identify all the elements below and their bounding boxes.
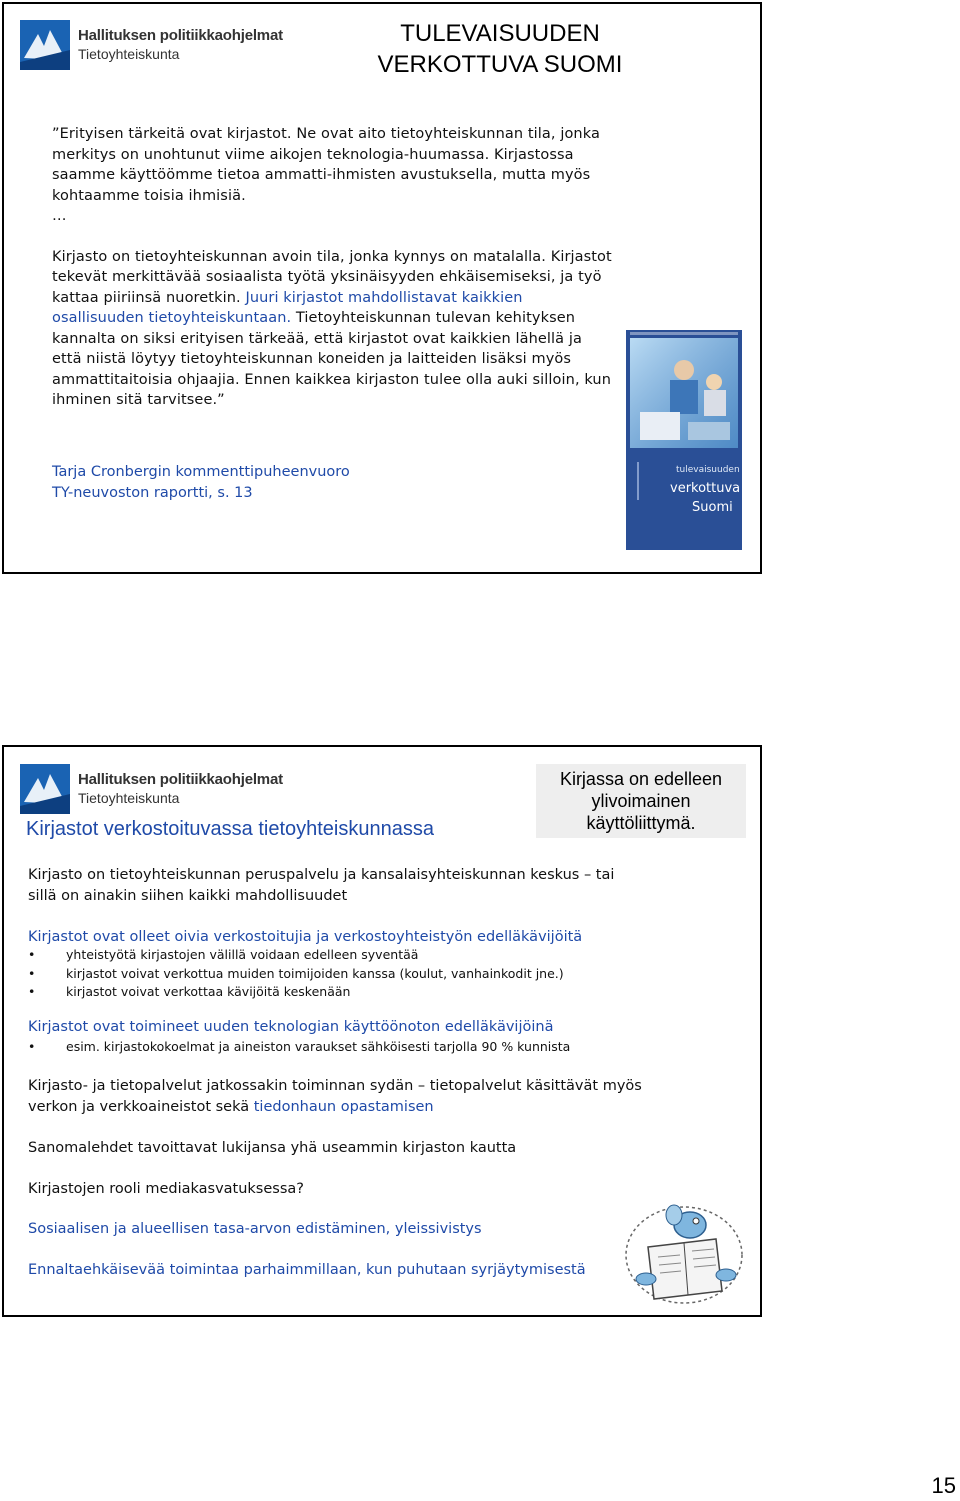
list-item: • yhteistyötä kirjastojen välillä voidaan edelleen syventää [28, 946, 564, 965]
list-item: • kirjastot voivat verkottua muiden toimijoiden kanssa (koulut, vanhainkodit jne.) [28, 965, 564, 984]
quote-block [52, 124, 612, 411]
quote-text-b: Tietoyhteiskunnan tulevan kehityksen kannalta on siksi erityisen tärkeää, että kirjastot ovat kaikkien lähellä ja että niistä löytyy tietoyhteiskunnan koneiden ja laitteiden lisäksi myös ammattitaitoisia ohjaajia. Ennen kaikkea kirjaston tulee olla auki silloin, kun ihminen sitä tarvitsee.” [52, 310, 611, 408]
logo-mark-icon [20, 20, 70, 70]
bullet-list-2 [28, 1038, 570, 1057]
paragraph-1: Kirjasto on tietoyhteiskunnan peruspalvelu ja kansalaisyhteiskunnan keskus – tai sillä on ainakin siihen kaikki mahdollisuudet [28, 867, 615, 904]
paragraph-4: Kirjastojen rooli mediakasvatuksessa? [28, 1181, 304, 1197]
paragraph-5: Sosiaalisen ja alueellisen tasa-arvon edistäminen, yleissivistys [28, 1221, 482, 1237]
list-item: • esim. kirjastokokoelmat ja aineiston varaukset sähköisesti tarjolla 90 % kunnista [28, 1038, 570, 1057]
bullet-list-1 [28, 946, 564, 1002]
paragraph-2-text: Kirjasto- ja tietopalvelut jatkossakin toiminnan sydän – tietopalvelut käsittävät myös verkon ja verkkoaineistot sekä [28, 1078, 642, 1115]
list-item: • kirjastot voivat verkottaa kävijöitä keskenään [28, 983, 564, 1002]
slide-1-title [360, 18, 640, 80]
title-line-1: TULEVAISUUDEN [400, 20, 600, 47]
paragraph-3: Sanomalehdet tavoittavat lukijansa yhä useammin kirjaston kautta [28, 1140, 517, 1156]
paragraph-2-highlight: tiedonhaun opastamisen [253, 1098, 434, 1115]
quote-ellipsis: … [52, 208, 67, 224]
logo-mark-icon [20, 764, 70, 814]
logo-slide-2 [20, 764, 283, 814]
heading-1: Kirjastot ovat olleet oivia verkostoitujia ja verkostoyhteistyön edelläkävijöitä [28, 929, 583, 945]
logo-line-2: Tietoyhteiskunta [78, 46, 180, 62]
paragraph-2 [28, 1076, 668, 1117]
title-line-2: VERKOTTUVA SUOMI [377, 51, 623, 78]
page-number: 15 [931, 1473, 956, 1498]
callout-box: Kirjassa on edelleen ylivoimainen käyttöliittymä. [536, 764, 746, 838]
slide-2-title: Kirjastot verkostoituvassa tietoyhteiskunnassa [26, 818, 434, 840]
logo-line-1: Hallituksen politiikkaohjelmat [78, 771, 283, 788]
citation-source: TY-neuvoston raportti, s. 13 [52, 484, 253, 501]
quote-paragraph-1: ”Erityisen tärkeitä ovat kirjastot. Ne ovat aito tietoyhteiskunnan tila, jonka merkitys on unohtunut viime aikojen teknologia-huumassa. Kirjastossa saamme käyttöömme tietoa ammatti-ihmisten avustuksella, mutta myös kohtaamme toisia ihmisiä. [52, 126, 600, 204]
book-title-2: verkottuva [670, 481, 741, 496]
reading-mascot-image [618, 1195, 744, 1307]
logo-line-1: Hallituksen politiikkaohjelmat [78, 27, 283, 44]
heading-2: Kirjastot ovat toimineet uuden teknologian käyttöönoton edelläkävijöinä [28, 1019, 554, 1035]
citation-author: Tarja Cronbergin kommenttipuheenvuoro [52, 464, 350, 480]
book-cover-image [626, 330, 742, 550]
book-title-1: tulevaisuuden [676, 465, 740, 475]
paragraph-6: Ennaltaehkäisevää toimintaa parhaimmillaan, kun puhutaan syrjäytymisestä [28, 1262, 586, 1278]
logo-slide-1 [20, 20, 283, 70]
quote-text-a: Kirjasto on tietoyhteiskunnan avoin tila, jonka kynnys on matalalla. Kirjastot tekevät merkittävää sosiaalista työtä yksinäisyyden ehkäisemiseksi, ja työ kattaa piiriinsä nuoretkin. [52, 248, 612, 306]
logo-line-2: Tietoyhteiskunta [78, 790, 180, 806]
quote-paragraph-2 [52, 247, 612, 411]
book-title-3: Suomi [692, 500, 733, 515]
quote-highlight: Juuri kirjastot mahdollistavat kaikkien osallisuuden tietoyhteiskuntaan. [52, 289, 523, 326]
citation [52, 462, 350, 503]
